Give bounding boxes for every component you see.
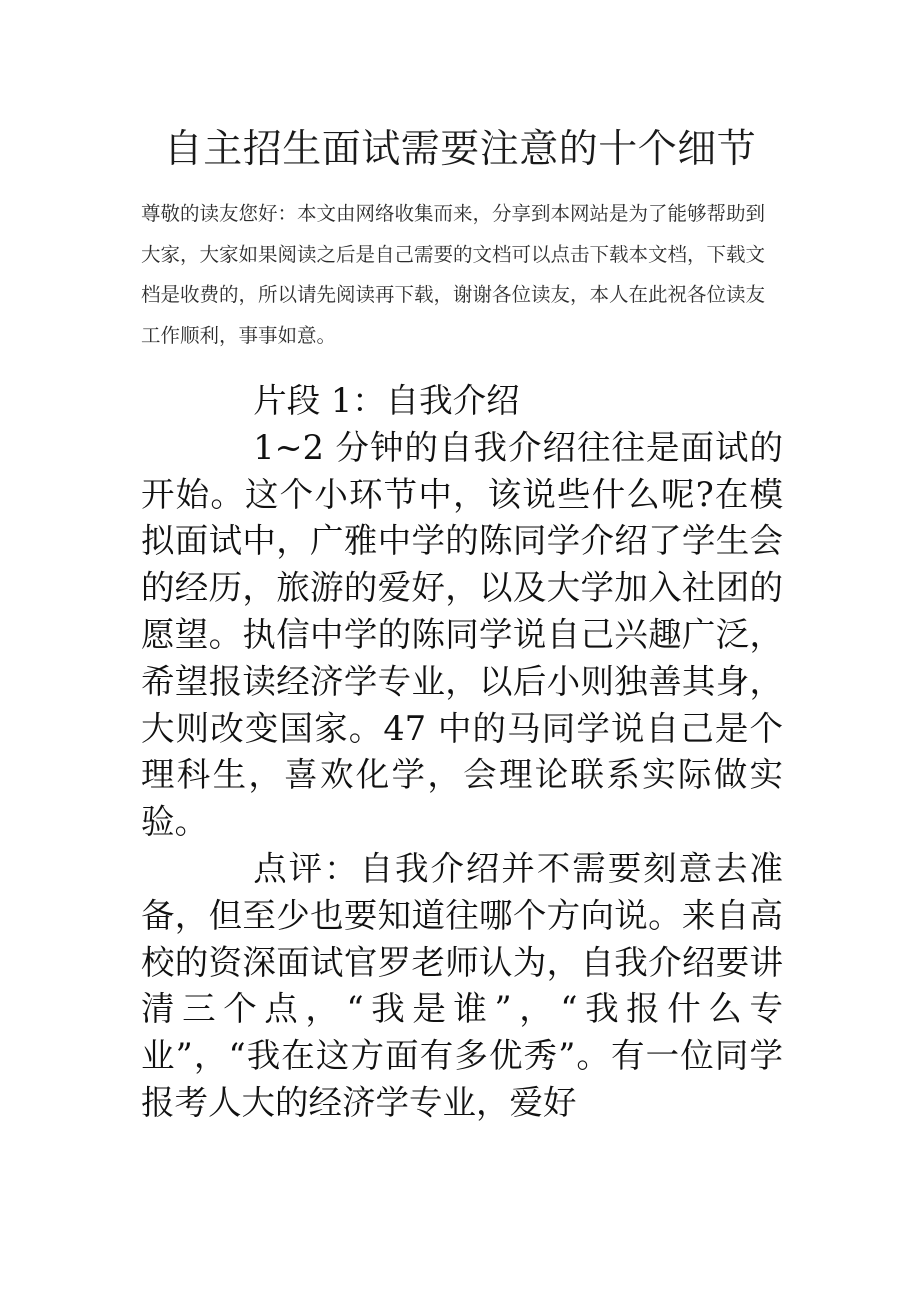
document-body — [141, 378, 783, 1127]
section-heading: 片段 1：自我介绍 — [253, 381, 520, 420]
document-title: 自主招生面试需要注意的十个细节 — [163, 127, 757, 172]
body-paragraph: 1~2 分钟的自我介绍往往是面试的开始。这个小环节中，该说些什么呢?在模拟面试中，广雅中学的陈同学介绍了学生会的经历，旅游的爱好，以及大学加入社团的愿望。执信中学的陈同学说自己兴趣广泛，希望报读经济学专业，以后小则独善其身，大则改变国家。47 中的马同学说自己是个理科生，喜欢化学，会理论联系实际做实验。 — [141, 427, 783, 842]
body-paragraph: 点评：自我介绍并不需要刻意去准备，但至少也要知道往哪个方向说。来自高校的资深面试官罗老师认为，自我介绍要讲清三个点，“我是谁”，“我报什么专业”，“我在这方面有多优秀”。有一位同学报考人大的经济学专业，爱好 — [141, 848, 783, 1122]
reader-notice: 尊敬的读友您好：本文由网络收集而来，分享到本网站是为了能够帮助到大家，大家如果阅读之后是自己需要的文档可以点击下载本文档，下载文档是收费的，所以请先阅读再下载，谢谢各位读友，本人在此祝各位读友工作顺利，事事如意。 — [141, 202, 766, 347]
